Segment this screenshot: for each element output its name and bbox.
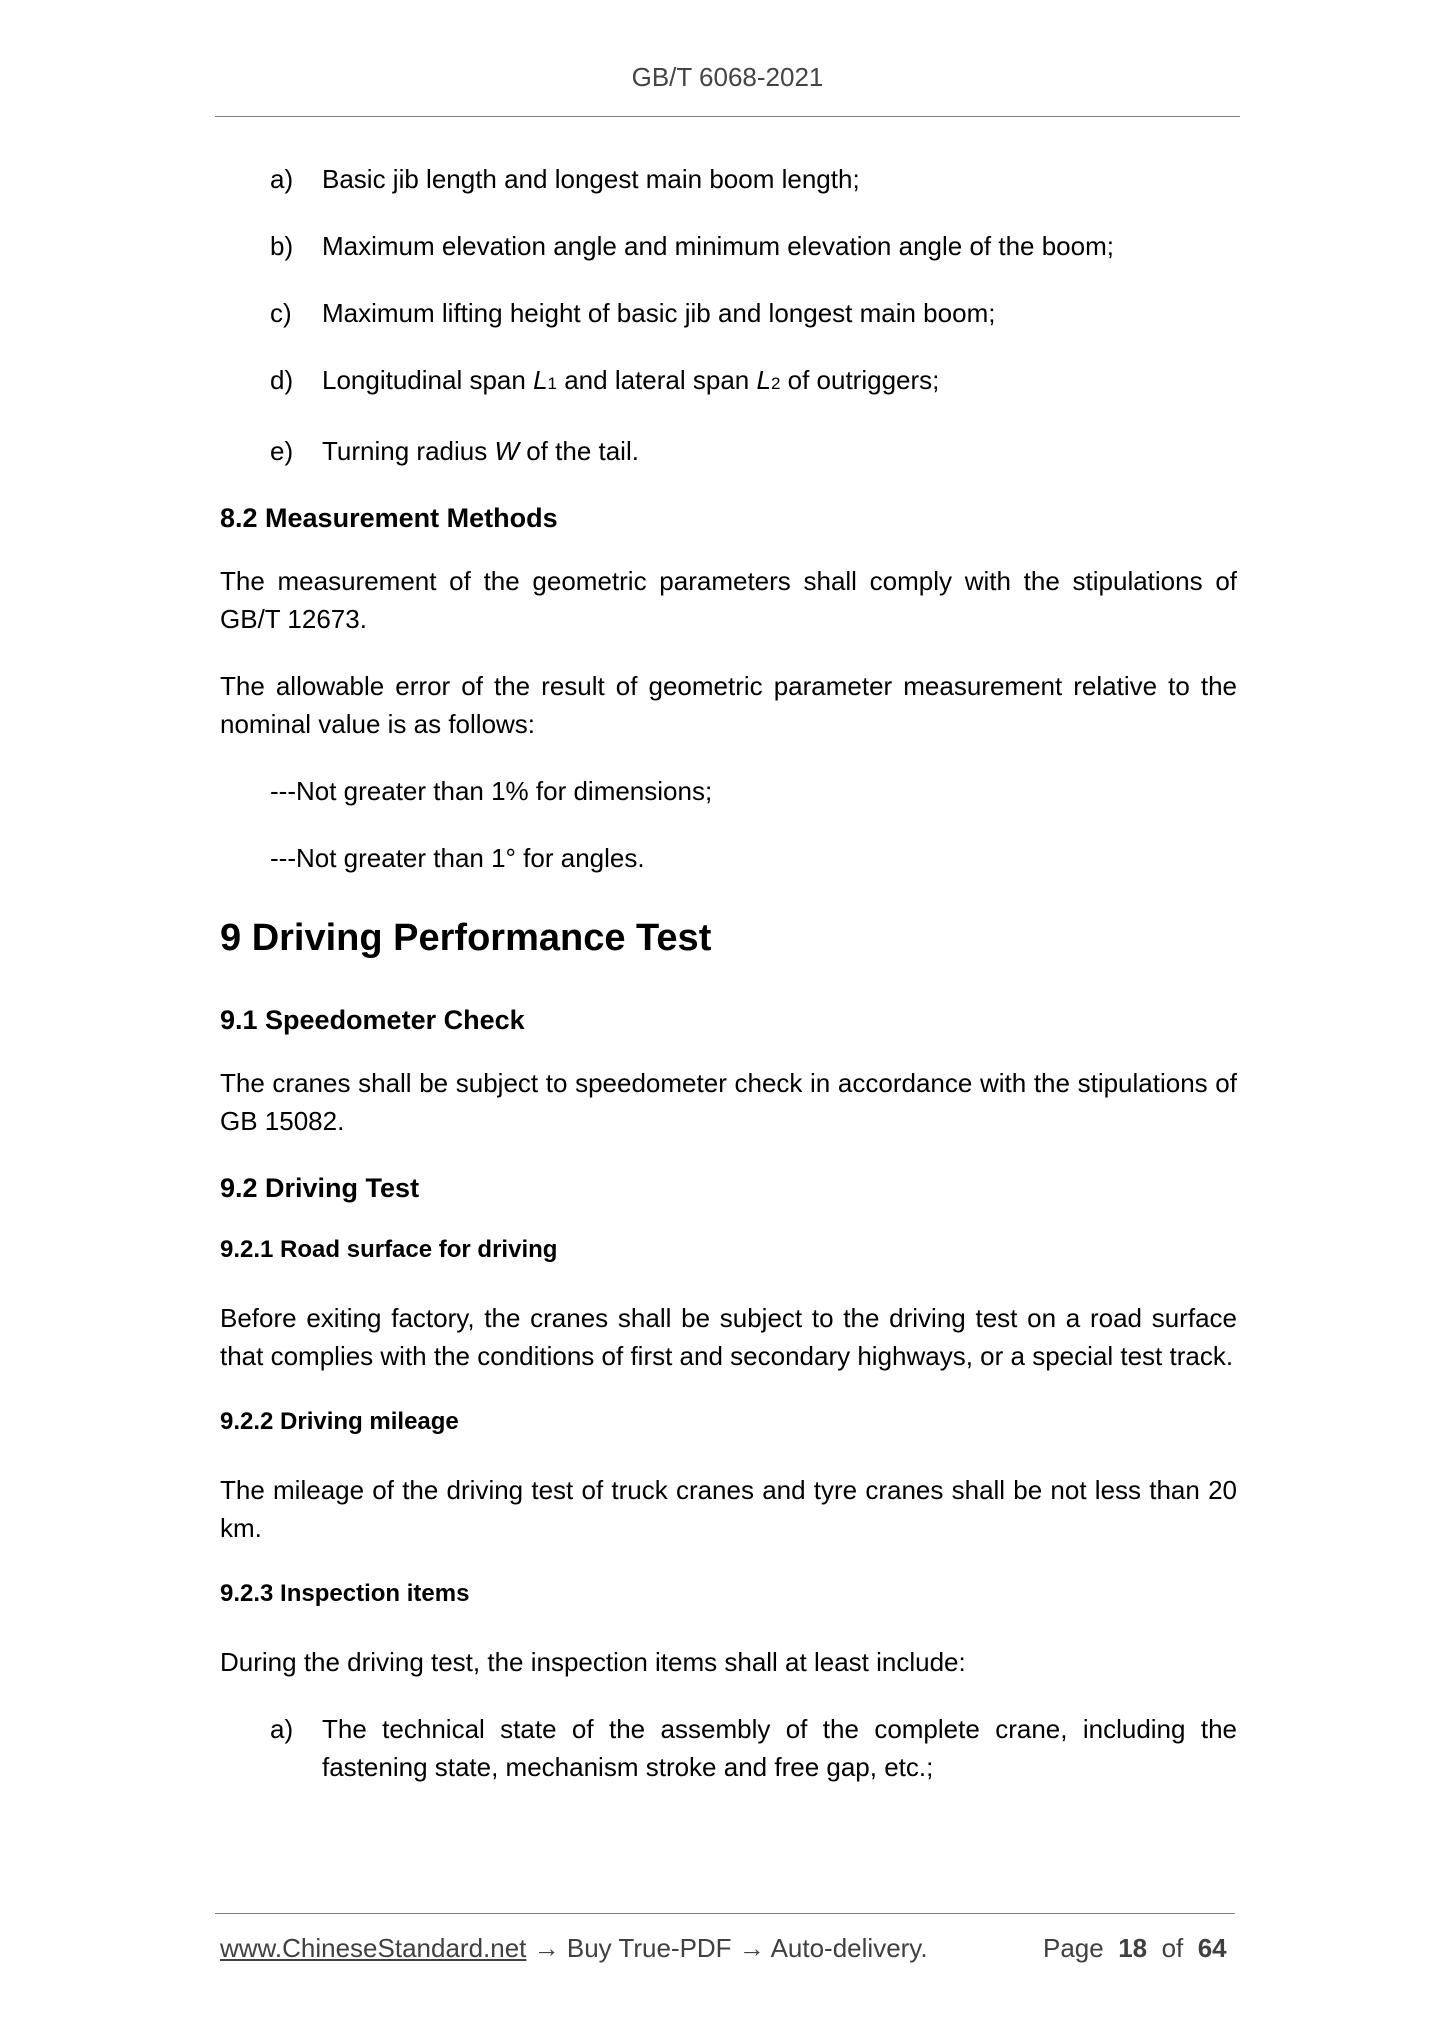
list-label: a) <box>270 164 294 194</box>
list-text: Longitudinal span L1 and lateral span L2 of outriggers; <box>322 365 940 395</box>
section-heading-9-2: 9.2 Driving Test <box>220 1173 420 1203</box>
list-text: The technical state of the assembly of the complete crane, including the fastening state, mechanism stroke and free gap, etc.; <box>322 1714 1237 1782</box>
list-label: a) <box>270 1714 294 1744</box>
list-label: b) <box>270 231 294 261</box>
list-item <box>220 160 1237 198</box>
paragraph: The mileage of the driving test of truck cranes and tyre cranes shall be not less than 20 km. <box>220 1475 1237 1543</box>
list-text: Basic jib length and longest main boom length; <box>322 164 860 194</box>
footer-divider <box>215 1913 1235 1914</box>
paragraph: The allowable error of the result of geometric parameter measurement relative to the nominal value is as follows: <box>220 671 1237 739</box>
dash-item: ---Not greater than 1° for angles. <box>270 843 645 873</box>
list-text: Turning radius W of the tail. <box>322 436 639 466</box>
footer-promo <box>220 1933 928 1964</box>
website-link[interactable]: www.ChineseStandard.net <box>220 1933 527 1963</box>
paragraph: The cranes shall be subject to speedometer check in accordance with the stipulations of GB 15082. <box>220 1068 1237 1136</box>
list-label: c) <box>270 298 292 328</box>
list-item <box>220 361 1237 403</box>
subsection-heading-9-2-3: 9.2.3 Inspection items <box>220 1580 470 1607</box>
list-text: Maximum elevation angle and minimum elevation angle of the boom; <box>322 231 1114 261</box>
paragraph: During the driving test, the inspection items shall at least include: <box>220 1647 966 1677</box>
header-divider <box>215 116 1240 117</box>
paragraph: The measurement of the geometric parameters shall comply with the stipulations of GB/T 12673. <box>220 566 1237 634</box>
list-label: d) <box>270 365 294 395</box>
list-item <box>220 432 1237 470</box>
page-indicator: Page 18 of 64 <box>1043 1933 1227 1963</box>
section-heading-9-1: 9.1 Speedometer Check <box>220 1005 525 1035</box>
list-label: e) <box>270 436 294 466</box>
list-item <box>220 1710 1237 1786</box>
page-header: GB/T 6068-2021 <box>631 62 824 92</box>
document-body <box>220 160 1237 1815</box>
section-heading-8-2: 8.2 Measurement Methods <box>220 503 558 533</box>
chapter-heading-9: 9 Driving Performance Test <box>220 917 712 959</box>
list-item <box>220 294 1237 332</box>
list-text: Maximum lifting height of basic jib and longest main boom; <box>322 298 996 328</box>
total-pages: 64 <box>1197 1933 1227 1963</box>
list-item <box>220 227 1237 265</box>
subsection-heading-9-2-1: 9.2.1 Road surface for driving <box>220 1236 558 1263</box>
subsection-heading-9-2-2: 9.2.2 Driving mileage <box>220 1408 459 1435</box>
footer-promo-text: → Buy True-PDF → Auto-delivery. <box>526 1933 928 1963</box>
current-page: 18 <box>1118 1933 1148 1963</box>
dash-item: ---Not greater than 1% for dimensions; <box>270 776 713 806</box>
paragraph: Before exiting factory, the cranes shall be subject to the driving test on a road surface that complies with the conditions of first and secondary highways, or a special test track. <box>220 1303 1237 1371</box>
